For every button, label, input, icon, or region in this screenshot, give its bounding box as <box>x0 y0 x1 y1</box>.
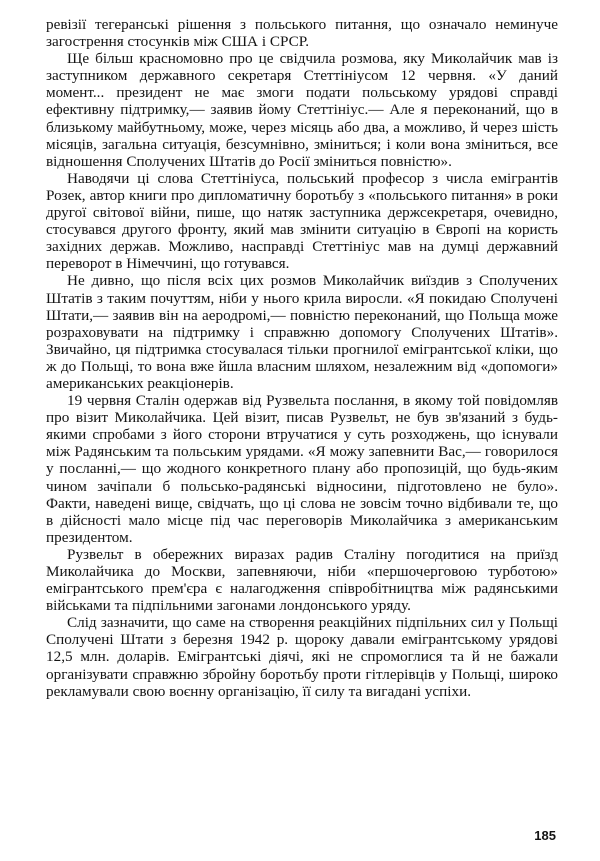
page-body <box>46 16 558 700</box>
page-number: 185 <box>534 828 556 843</box>
paragraph-roosevelt-advice: Рузвельт в обережних виразах радив Сталіну погодитися на приїзд Миколайчика до Москви, запевняючи, ніби «першочерговою турботою» емігрантського прем'єра є налагодження співробітництва між радянськими військами та підпільними загонами лондонського уряду. <box>46 545 558 615</box>
paragraph-underground-funding: Слід зазначити, що саме на створення реакційних підпільних сил у Польщі Сполучені Штати з березня 1942 р. щороку давали емігрантському урядові 12,5 млн. доларів. Емігрантські діячі, які не спромоглися та й не бажали організувати справжню збройну боротьбу проти гітлерівців у Польщі, широко рекламували свою воєнну організацію, її силу та вигадані успіхи. <box>46 614 558 700</box>
paragraph-rozek-comment: Наводячи ці слова Стеттініуса, польський професор з числа емігрантів Розек, автор книги про дипломатичну боротьбу з «польського питання» в роки другої світової війни, пише, що натяк заступника держсекретаря, очевидно, стосувався другого фронту, який мав змінити ситуацію в Європі на користь західних держав. Можливо, насправді Стеттініус мав на думці державний переворот в Німеччині, що готувався. <box>46 169 558 273</box>
paragraph-mikolajczyk-departure: Не дивно, що після всіх цих розмов Миколайчик виїздив з Сполучених Штатів з таким почуттям, ніби у нього крила виросли. «Я покидаю Сполучені Штати,— заявив він на аеродромі,— повністю переконаний, що Польща може розраховувати на підтримку і справжню допомогу Сполучених Штатів». Звичайно, ця підтримка стосувалася тільки прогнилої емігрантської кліки, що ж до Польщі, то вона вже йшла власним шляхом, незалежним від «допомоги» американських реакціонерів. <box>46 272 558 392</box>
paragraph-stettinius-conversation: Ще більш красномовно про це свідчила розмова, яку Миколайчик мав із заступником державного секретаря Стеттініусом 12 червня. «У даний момент... президент не має змоги подати польському урядові справді ефективну підтримку,— заявив йому Стеттініус.— Але я переконаний, що в близькому майбутньому, може, через місяць або два, а можливо, й через шість місяців, загальна ситуація, безсумнівно, зміниться; і коли вона зміниться, все відношення Сполучених Штатів до Росії зміниться повністю». <box>46 50 558 170</box>
paragraph-roosevelt-message: 19 червня Сталін одержав від Рузвельта послання, в якому той повідомляв про візит Миколайчика. Цей візит, писав Рузвельт, не був зв'язаний з будь-якими спробами з його сторони втручатися у суть розходжень, що існували між Радянським та польським урядами. «Я можу запевнити Вас,— говорилося у посланні,— що жодного конкретного плану або пропозицій, що будь-яким чином зачіпали б польсько-радянські відносини, підготовлено не було». Факти, наведені вище, свідчать, що ці слова не зовсім точно відбивали те, що в дійсності мало місце під час переговорів Миколайчика з американським президентом. <box>46 392 558 546</box>
paragraph-continuation: ревізії тегеранські рішення з польського питання, що означало неминуче загострення стосунків між США і СРСР. <box>46 16 558 51</box>
